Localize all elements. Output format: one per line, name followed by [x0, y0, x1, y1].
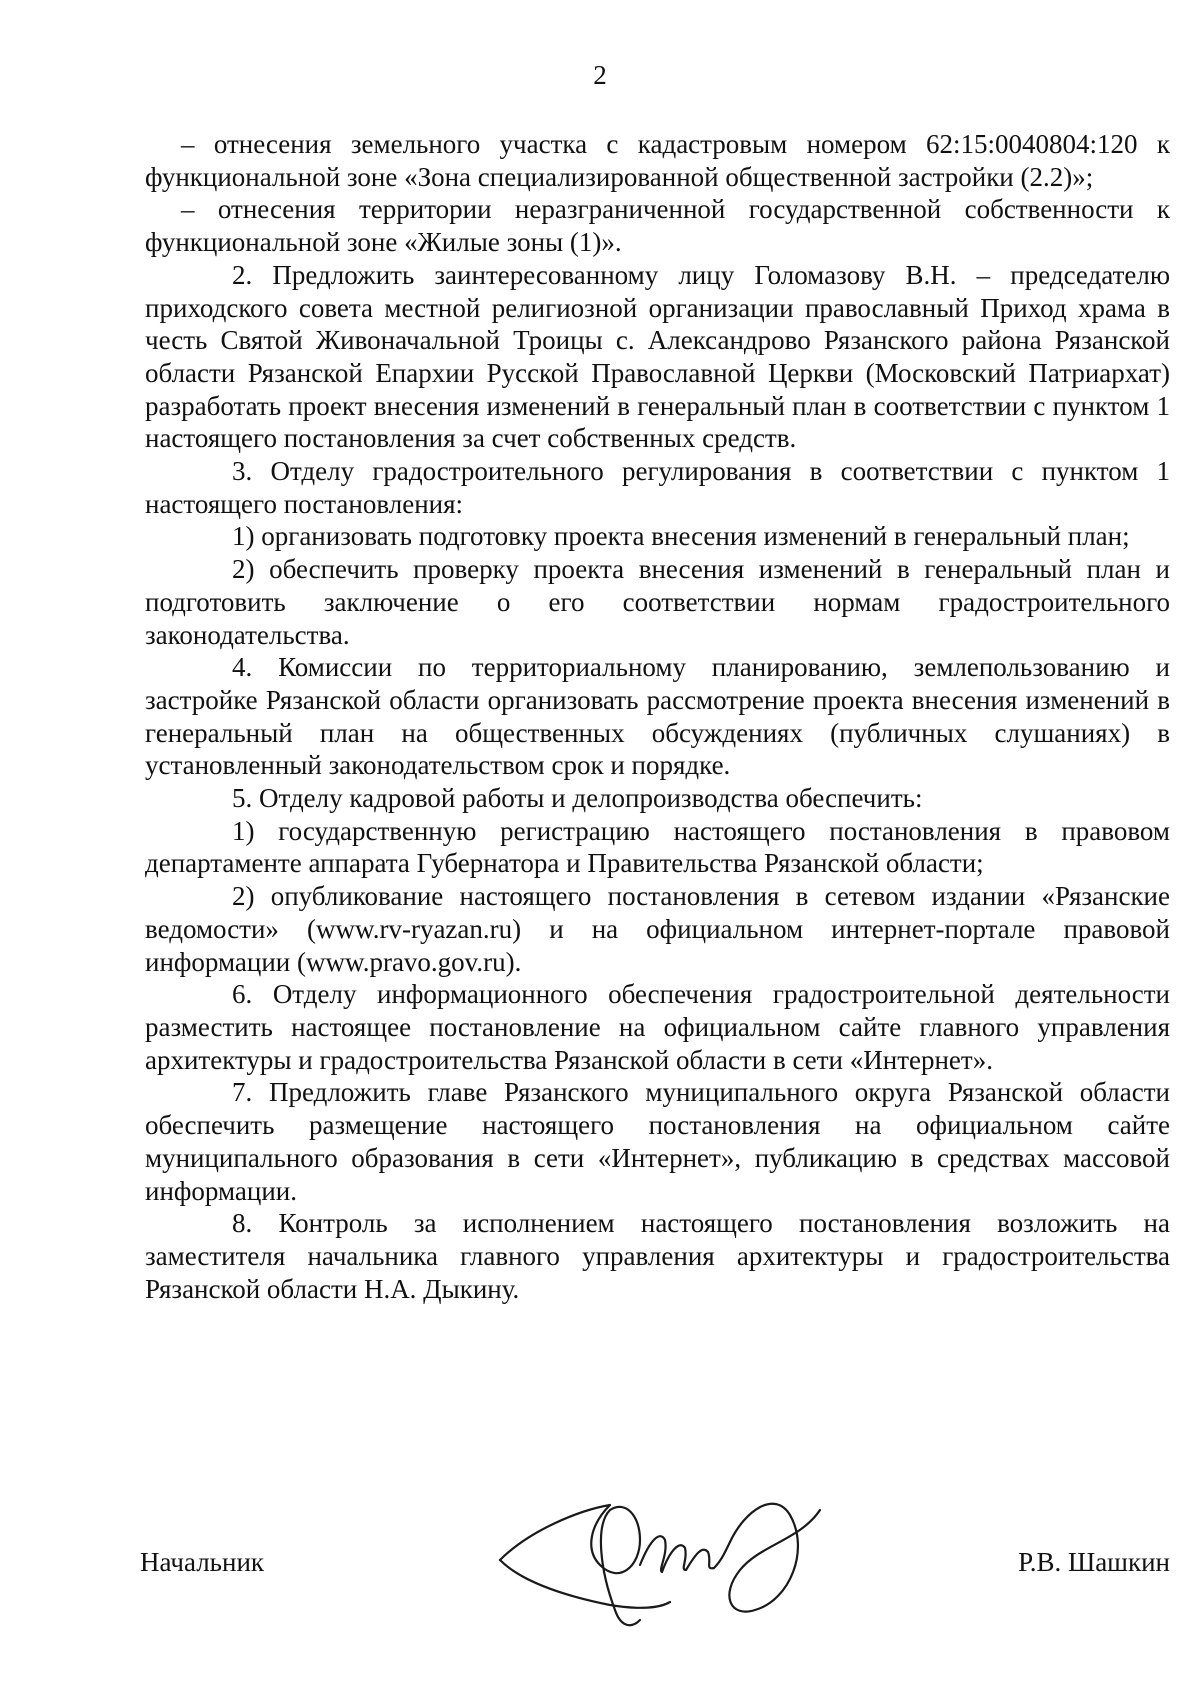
paragraph: – отнесения территории неразграниченной государственной собственности к функциональной зоне «Жилые зоны (1)».	[145, 194, 1170, 258]
paragraph: 1) организовать подготовку проекта внесения изменений в генеральный план;	[232, 521, 1130, 552]
signatory-name: Р.В. Шашкин	[1018, 1547, 1170, 1577]
paragraph: 2) обеспечить проверку проекта внесения изменений в генеральный план и подготовить заключение о его соответствии нормам градостроительного законодательства.	[145, 554, 1170, 650]
paragraph: 5. Отделу кадровой работы и делопроизводства обеспечить:	[232, 783, 923, 814]
paragraph: 1) государственную регистрацию настоящего постановления в правовом департаменте аппарата Губернатора и Правительства Рязанской области;	[145, 815, 1170, 879]
paragraph: 7. Предложить главе Рязанского муниципального округа Рязанской области обеспечить размещение настоящего постановления на официальном сайте муниципального образования в сети «Интернет», публикацию в средствах массовой информации.	[145, 1077, 1170, 1206]
paragraph: 2) опубликование настоящего постановления в сетевом издании «Рязанские ведомости» (www.rv-ryazan.ru) и на официальном интернет-портале правовой информации (www.pravo.gov.ru).	[145, 881, 1170, 977]
document-body	[145, 128, 1170, 1305]
page-number: 2	[593, 60, 607, 90]
paragraph: 2. Предложить заинтересованному лицу Голомазову В.Н. – председателю приходского совета местной религиозной организации православный Приход храма в честь Святой Живоначальной Троицы с. Александрово Рязанского района Рязанской области Рязанской Епархии Русской Православной Церкви (Московский Патриархат) разработать проект внесения изменений в генеральный план в соответствии с пунктом 1 настоящего постановления за счет собственных средств.	[145, 259, 1170, 454]
paragraph: – отнесения земельного участка с кадастровым номером 62:15:0040804:120 к функциональной зоне «Зона специализированной общественной застройки (2.2)»;	[145, 129, 1170, 192]
paragraph: 8. Контроль за исполнением настоящего постановления возложить на заместителя начальника главного управления архитектуры и градостроительства Рязанской области Н.А. Дыкину.	[145, 1208, 1170, 1304]
signature-block	[140, 1547, 1170, 1587]
paragraph: 4. Комиссии по территориальному планированию, землепользованию и застройке Рязанской области организовать рассмотрение проекта внесения изменений в генеральный план на общественных обсуждениях (публичных слушаниях) в установленный законодательством срок и порядке.	[145, 652, 1170, 781]
paragraph: 6. Отделу информационного обеспечения градостроительной деятельности разместить настоящее постановление на официальном сайте главного управления архитектуры и градостроительства Рязанской области в сети «Интернет».	[145, 979, 1170, 1075]
signatory-title: Начальник	[140, 1547, 265, 1577]
paragraph: 3. Отделу градостроительного регулирования в соответствии с пунктом 1 настоящего постановления:	[145, 456, 1170, 519]
